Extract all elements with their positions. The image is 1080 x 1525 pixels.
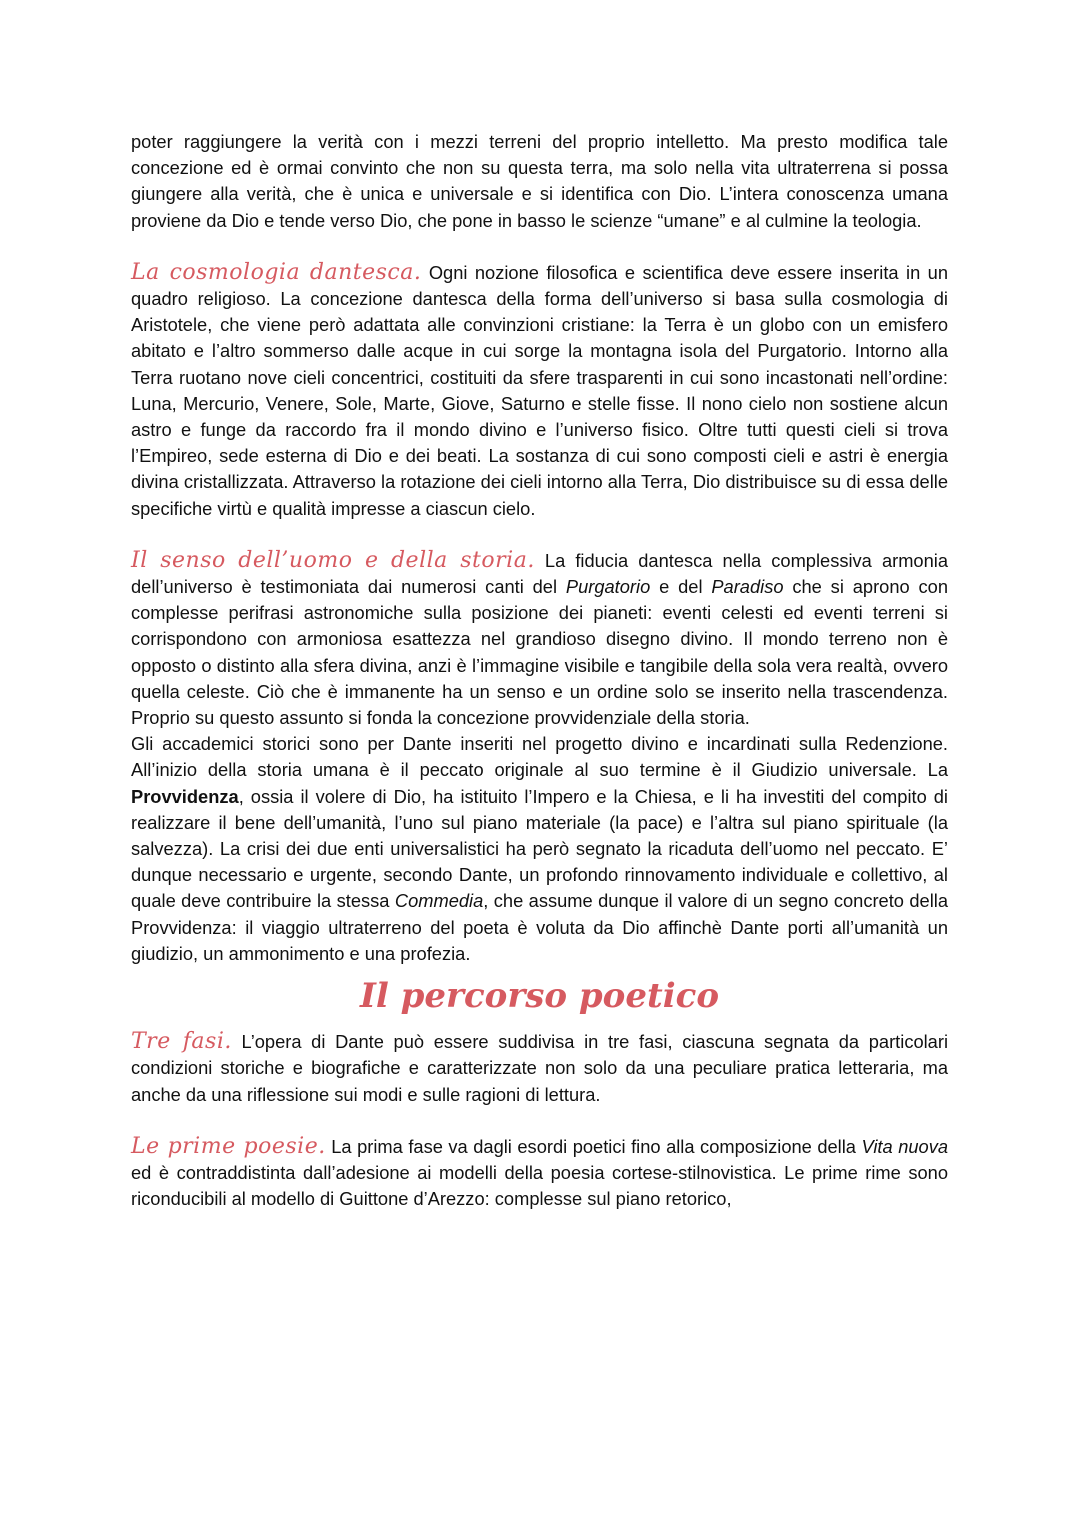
paragraph-spacer bbox=[131, 522, 948, 548]
body-text: , che assume dunque il valore di un segno concreto della Provvidenza: il viaggio ultraterreno del poeta è voluta da Dio affinchè Dante porti all’umanità un giudizio, un ammonimento e una profezia. bbox=[131, 890, 949, 964]
bold-text: Provvidenza bbox=[131, 785, 239, 807]
section-title: Il percorso poetico bbox=[359, 976, 719, 1017]
italic-text: Paradiso bbox=[711, 576, 784, 598]
body-text: La fiducia dantesca nella complessiva armonia dell’universo è testimoniata dai numerosi canti del bbox=[131, 549, 948, 598]
body-text: ed è contraddistinta dall’adesione ai modelli della poesia cortese-stilnovistica. Le prime rime sono riconducibili al modello di Guittone d’Arezzo: complesse sul piano retorico, bbox=[131, 1161, 948, 1210]
paragraph bbox=[131, 129, 948, 234]
paragraph bbox=[131, 731, 948, 967]
body-text: che si aprono con complesse perifrasi astronomiche sulla posizione dei pianeti: eventi celesti ed eventi terreni si corrispondono con armoniosa esattezza nel grandioso disegno divino. Il mondo terreno non è opposto o distinto alla sfera divina, anzi è l’immagine visibile e tangibile della sola vera realtà, ovvero quella celeste. Ciò che è immanente ha un senso e un ordine solo se inserito nella trascendenza. Proprio su questo assunto si fonda la concezione provvidenziale della storia. bbox=[131, 576, 948, 729]
paragraph bbox=[131, 548, 948, 731]
paragraph-heading: Il senso dell’uomo e della storia. bbox=[131, 547, 535, 573]
body-text: poter raggiungere la verità con i mezzi terreni del proprio intelletto. Ma presto modifica tale concezione ed è ormai convinto che non su questa terra, ma solo nella vita ultraterrena si possa giungere alla verità, che è unica e universale e si identifica con Dio. L’intera conoscenza umana proviene da Dio e tende verso Dio, che pone in basso le scienze “umane” e al culmine la teologia. bbox=[131, 131, 948, 231]
paragraph-spacer bbox=[131, 234, 948, 260]
italic-text: Purgatorio bbox=[565, 576, 651, 598]
paragraph bbox=[131, 1029, 948, 1108]
italic-text: Commedia bbox=[394, 890, 484, 912]
paragraph-heading: Le prime poesie. bbox=[131, 1133, 326, 1159]
paragraph bbox=[131, 1134, 948, 1213]
body-text: Gli accademici storici sono per Dante inseriti nel progetto divino e incardinati sulla Redenzione. All’inizio della storia umana è il peccato originale al suo termine è il Giudizio universale. La bbox=[131, 733, 948, 781]
body-text: Ogni nozione filosofica e scientifica deve essere inserita in un quadro religioso. La concezione dantesca della forma dell’universo si basa sulla cosmologia di Aristotele, che viene però adattata alle convinzioni cristiane: la Terra è un globo con un emisfero abitato e l’altro sommerso dalle acque in cui sorge la montagna isola del Purgatorio. Intorno alla Terra ruotano nove cieli concentrici, costituiti da sfere trasparenti in cui sono incastonati nell’ordine: Luna, Mercurio, Venere, Sole, Marte, Giove, Saturno e stelle fisse. Il nono cielo non sostiene alcun astro e funge da raccordo fra il mondo divino e l’universo fisico. Oltre tutti questi cieli si trova l’Empireo, sede esterna di Dio e dei beati. La sostanza di cui sono composti cieli e astri è energia divina cristallizzata. Attraverso la rotazione dei cieli intorno alla Terra, Dio distribuisce su di essa delle specifiche virtù e qualità impresse a ciascun cielo. bbox=[131, 261, 949, 519]
italic-text: Vita nuova bbox=[861, 1135, 949, 1157]
paragraph-heading: Tre fasi. bbox=[131, 1029, 232, 1055]
paragraph-heading: La cosmologia dantesca. bbox=[131, 259, 422, 285]
body-text: L’opera di Dante può essere suddivisa in tre fasi, ciascuna segnata da particolari condizioni storiche e biografiche e caratterizzate non solo da una peculiare pratica letteraria, ma anche da una riflessione sui modi e sulle ragioni di lettura. bbox=[131, 1031, 949, 1105]
paragraph-spacer bbox=[131, 1108, 948, 1134]
body-text: e del bbox=[650, 576, 712, 598]
paragraph bbox=[131, 260, 948, 522]
body-text: , ossia il volere di Dio, ha istituito l’Impero e la Chiesa, e li ha investiti del compito di realizzare il bene dell’umanità, l’uno sul piano materiale (la pace) e l’altra sul piano spirituale (la salvezza). La crisi dei due enti universalistici ha però segnato la ricaduta dell’uomo nel peccato. E’ dunque necessario e urgente, secondo Dante, un profondo rinnovamento individuale e collettivo, al quale deve contribuire la stessa bbox=[131, 785, 948, 912]
body-text: La prima fase va dagli esordi poetici fino alla composizione della bbox=[325, 1135, 862, 1157]
document-page bbox=[131, 129, 948, 1212]
